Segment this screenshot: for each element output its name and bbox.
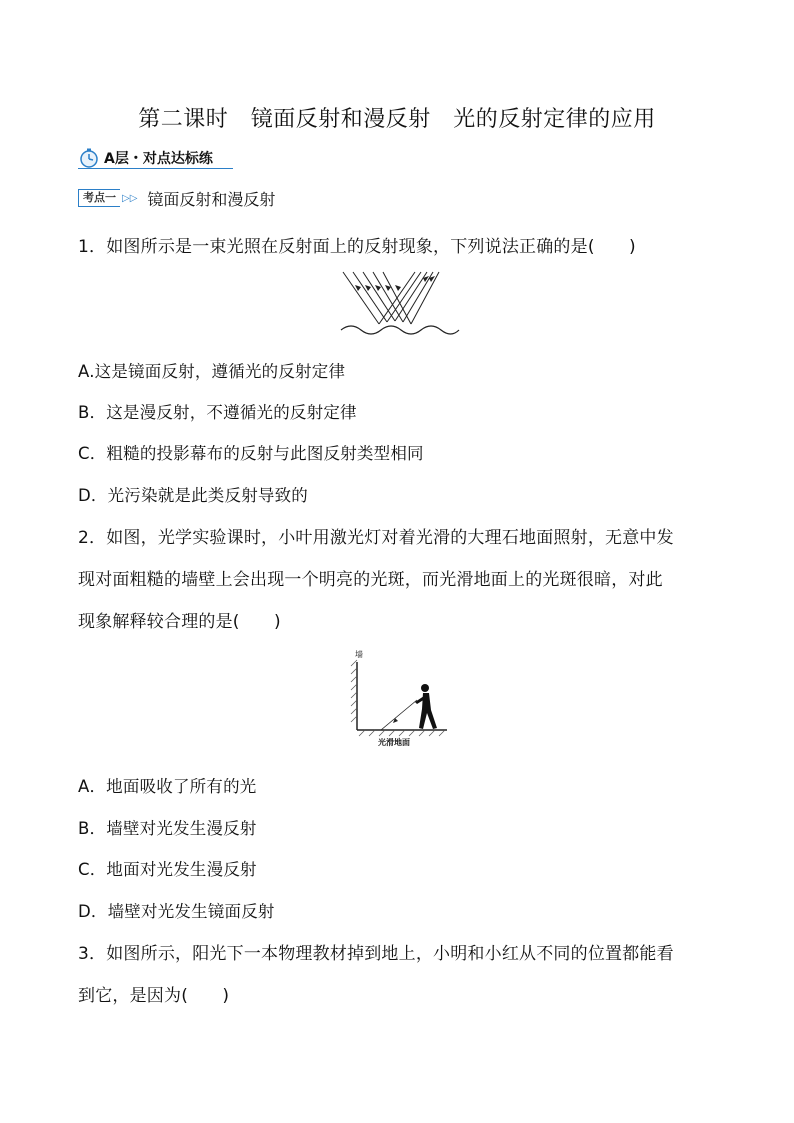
stopwatch-icon	[78, 147, 100, 169]
question-3-stem-line-2: 到它，是因为( )	[78, 986, 230, 1006]
question-1-option-a: A.这是镜面反射，遵循光的反射定律	[78, 362, 346, 381]
knowledge-point-title: 镜面反射和漫反射	[147, 189, 276, 209]
layer-label: A层・对点达标练	[104, 151, 213, 167]
question-2-option-a: A．地面吸收了所有的光	[78, 777, 257, 796]
page-title: 第二课时 镜面反射和漫反射 光的反射定律的应用	[138, 107, 656, 132]
double-chevron-right-icon: ▷▷	[122, 192, 138, 204]
question-3-stem-line-1: 3．如图所示，阳光下一本物理教材掉到地上，小明和小红从不同的位置都能看	[78, 944, 674, 964]
wall-label: 墙	[355, 650, 363, 659]
question-2-stem-line-2: 现对面粗糙的墙壁上会出现一个明亮的光斑，而光滑地面上的光斑很暗，对此	[78, 570, 663, 590]
floor-label: 光滑地面	[378, 738, 410, 747]
knowledge-point-header	[78, 188, 275, 208]
question-2-stem-line-3: 现象解释较合理的是( )	[78, 612, 281, 632]
person-icon	[415, 684, 437, 729]
knowledge-point-tag: 考点一	[78, 189, 120, 207]
question-2-option-c: C．地面对光发生漫反射	[78, 860, 257, 879]
question-1-option-d: D．光污染就是此类反射导致的	[78, 486, 309, 505]
question-1-stem: 1．如图所示是一束光照在反射面上的反射现象，下列说法正确的是( )	[78, 237, 636, 257]
question-2-option-d: D．墙壁对光发生镜面反射	[78, 902, 275, 921]
question-1-option-b: B．这是漫反射，不遵循光的反射定律	[78, 403, 357, 422]
question-2-option-b: B．墙壁对光发生漫反射	[78, 819, 257, 838]
question-2-stem-line-1: 2．如图，光学实验课时，小叶用激光灯对着光滑的大理石地面照射，无意中发	[78, 528, 674, 548]
specular-reflection-figure	[335, 266, 463, 338]
layer-underline	[78, 168, 233, 169]
laser-wall-figure	[345, 646, 455, 750]
question-1-option-c: C．粗糙的投影幕布的反射与此图反射类型相同	[78, 444, 424, 463]
section-layer-header	[78, 146, 213, 170]
